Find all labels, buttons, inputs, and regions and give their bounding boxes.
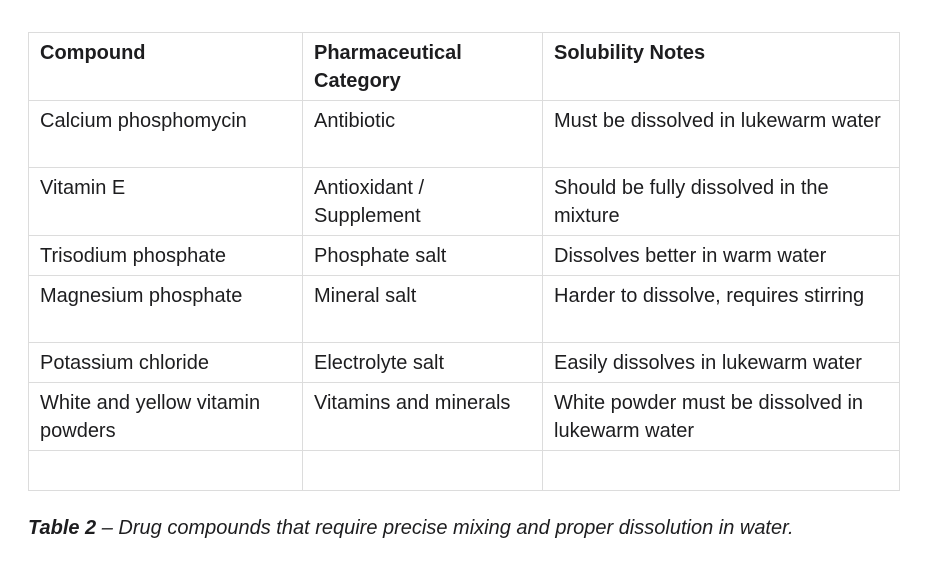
cell-category: Antioxidant / Supplement [303,168,543,236]
header-pharmaceutical-category: Pharmaceutical Category [303,33,543,101]
header-compound: Compound [29,33,303,101]
cell-solubility: Should be fully dissolved in the mixture [543,168,900,236]
cell-solubility: Dissolves better in warm water [543,236,900,276]
table-caption [28,514,794,542]
table-header-row [29,33,900,101]
table-row [29,276,900,343]
empty-cell [543,451,900,491]
cell-solubility: Harder to dissolve, requires stirring [543,276,900,343]
empty-cell [303,451,543,491]
cell-compound: Trisodium phosphate [29,236,303,276]
caption-label: Table 2 [28,517,97,539]
cell-category: Phosphate salt [303,236,543,276]
data-table-container [28,32,899,491]
table-row [29,168,900,236]
cell-category: Vitamins and minerals [303,383,543,451]
cell-category: Electrolyte salt [303,343,543,383]
cell-solubility: White powder must be dissolved in lukewarm water [543,383,900,451]
cell-compound: Magnesium phosphate [29,276,303,343]
cell-compound: Potassium chloride [29,343,303,383]
empty-table-row [29,451,900,491]
cell-solubility: Must be dissolved in lukewarm water [543,101,900,168]
header-solubility-notes: Solubility Notes [543,33,900,101]
table-row [29,101,900,168]
table-row [29,236,900,276]
table-row [29,343,900,383]
cell-compound: Vitamin E [29,168,303,236]
caption-text: – Drug compounds that require precise mixing and proper dissolution in water. [96,517,794,539]
cell-compound: White and yellow vitamin powders [29,383,303,451]
cell-compound: Calcium phosphomycin [29,101,303,168]
empty-cell [29,451,303,491]
cell-solubility: Easily dissolves in lukewarm water [543,343,900,383]
table-row [29,383,900,451]
compound-table [28,32,900,491]
cell-category: Mineral salt [303,276,543,343]
cell-category: Antibiotic [303,101,543,168]
